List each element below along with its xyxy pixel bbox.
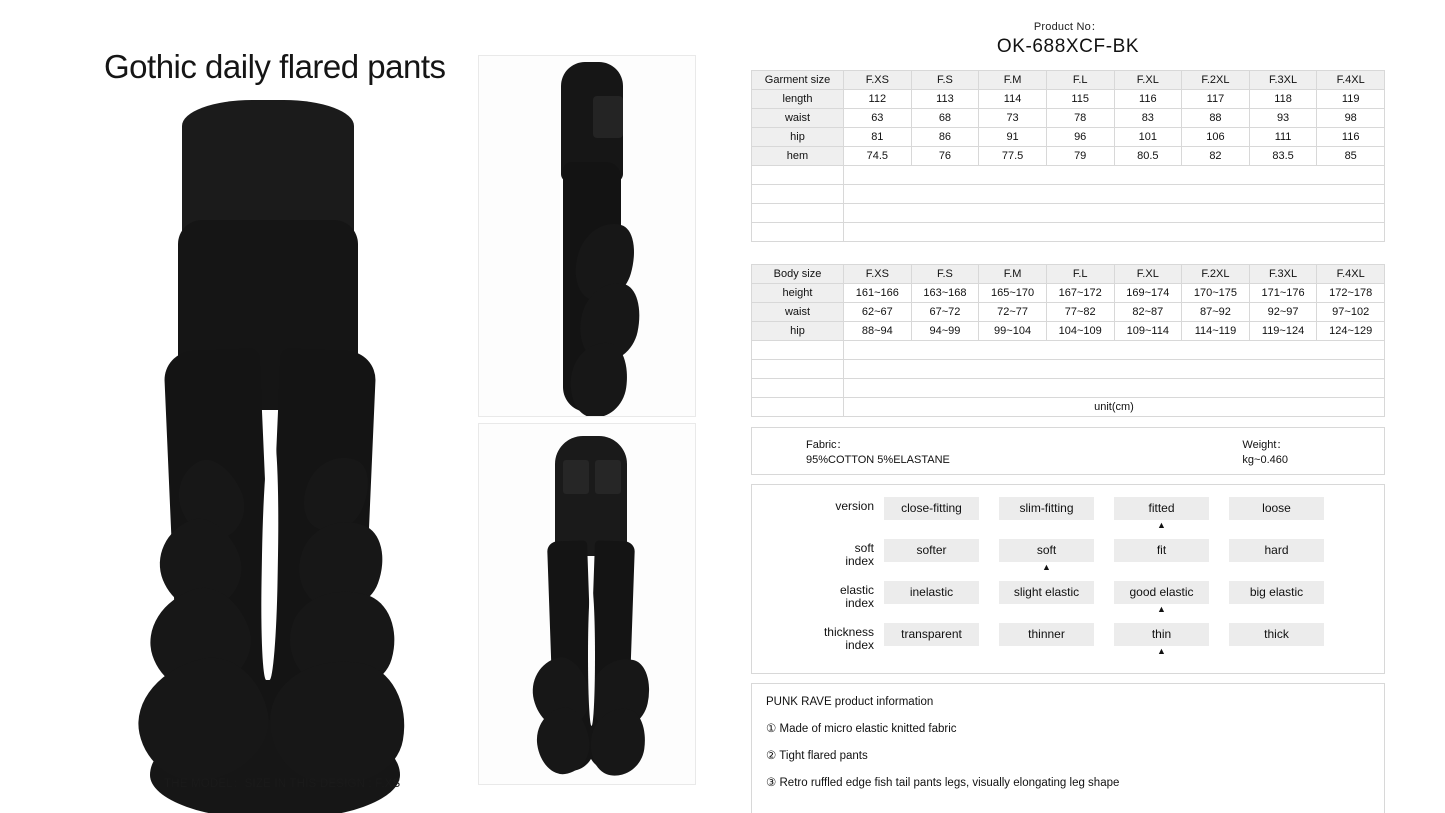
index-label-thickness-line1: thickness xyxy=(823,625,874,639)
index-row-elastic xyxy=(752,581,1384,615)
left-panel xyxy=(0,0,470,813)
index-label-thickness-line2: index xyxy=(845,638,874,652)
body-cell-0-0: 161~166 xyxy=(844,284,912,303)
index-label-version xyxy=(752,497,884,513)
garment-cell-0-5: 117 xyxy=(1182,90,1250,109)
index-options-thickness xyxy=(884,623,1324,657)
option-wrap-soft-2 xyxy=(1114,539,1209,573)
body-cell-2-4: 109~114 xyxy=(1114,322,1182,341)
option-elastic-1[interactable]: slight elastic xyxy=(999,581,1094,604)
product-information-item-2: ② Tight flared pants xyxy=(766,750,868,762)
option-wrap-version-3 xyxy=(1229,497,1324,531)
garment-size-header-6: F.2XL xyxy=(1182,71,1250,90)
side-view-photo xyxy=(478,55,696,417)
option-wrap-version-0 xyxy=(884,497,979,531)
body-cell-0-3: 167~172 xyxy=(1046,284,1114,303)
option-elastic-3[interactable]: big elastic xyxy=(1229,581,1324,604)
product-information-box xyxy=(751,683,1385,813)
garment-cell-0-6: 118 xyxy=(1249,90,1317,109)
option-elastic-0[interactable]: inelastic xyxy=(884,581,979,604)
garment-size-header-2: F.S xyxy=(911,71,979,90)
body-size-header-6: F.2XL xyxy=(1182,265,1250,284)
index-row-soft xyxy=(752,539,1384,573)
garment-size-table-header-row xyxy=(752,71,1385,90)
option-wrap-version-2 xyxy=(1114,497,1209,531)
table-row xyxy=(752,128,1385,147)
index-label-elastic-line1: elastic xyxy=(839,583,874,597)
body-size-header-5: F.XL xyxy=(1114,265,1182,284)
marker-thickness-2: ▲ xyxy=(1157,646,1166,656)
back-right-pocket-shape xyxy=(595,460,621,494)
garment-cell-1-5: 88 xyxy=(1182,109,1250,128)
garment-size-header-7: F.3XL xyxy=(1249,71,1317,90)
option-thickness-3[interactable]: thick xyxy=(1229,623,1324,646)
body-cell-2-7: 124~129 xyxy=(1317,322,1385,341)
body-size-header-0: Body size xyxy=(752,265,844,284)
product-number-label: Product No： xyxy=(1033,21,1103,33)
body-cell-2-0: 88~94 xyxy=(844,322,912,341)
garment-cell-1-6: 93 xyxy=(1249,109,1317,128)
garment-cell-0-4: 116 xyxy=(1114,90,1182,109)
garment-row-label-1: waist xyxy=(752,109,844,128)
index-label-version-line1: version xyxy=(835,499,874,513)
option-elastic-2[interactable]: good elastic xyxy=(1114,581,1209,604)
option-version-2[interactable]: fitted xyxy=(1114,497,1209,520)
back-left-pocket-shape xyxy=(563,460,589,494)
model-size-note: THE MODEL：SIZE IN THIS DESIGN : F.XS xyxy=(164,778,401,790)
garment-cell-3-4: 80.5 xyxy=(1114,147,1182,166)
product-number-value: OK-688XCF-BK xyxy=(996,36,1140,57)
table-row xyxy=(752,109,1385,128)
garment-cell-3-7: 85 xyxy=(1317,147,1385,166)
index-options-soft xyxy=(884,539,1324,573)
body-size-header-3: F.M xyxy=(979,265,1047,284)
option-soft-0[interactable]: softer xyxy=(884,539,979,562)
option-thickness-1[interactable]: thinner xyxy=(999,623,1094,646)
garment-size-header-8: F.4XL xyxy=(1317,71,1385,90)
body-row-label-0: height xyxy=(752,284,844,303)
index-label-soft-line2: index xyxy=(845,554,874,568)
body-cell-1-6: 92~97 xyxy=(1249,303,1317,322)
garment-cell-2-1: 86 xyxy=(911,128,979,147)
index-label-thickness xyxy=(752,623,884,652)
body-cell-0-2: 165~170 xyxy=(979,284,1047,303)
option-wrap-elastic-0 xyxy=(884,581,979,615)
side-pocket-shape xyxy=(593,96,623,138)
garment-cell-0-3: 115 xyxy=(1046,90,1114,109)
body-size-table-header-row xyxy=(752,265,1385,284)
product-information-title: PUNK RAVE product information xyxy=(766,696,934,708)
table-row-blank xyxy=(752,341,1385,360)
index-label-soft xyxy=(752,539,884,568)
unit-label: unit(cm) xyxy=(844,398,1385,417)
body-size-header-8: F.4XL xyxy=(1317,265,1385,284)
index-options-elastic xyxy=(884,581,1324,615)
garment-cell-0-0: 112 xyxy=(844,90,912,109)
table-row xyxy=(752,284,1385,303)
option-wrap-thickness-3 xyxy=(1229,623,1324,657)
fabric-value: 95%COTTON 5%ELASTANE xyxy=(806,454,950,466)
table-row-blank xyxy=(752,185,1385,204)
option-wrap-elastic-1 xyxy=(999,581,1094,615)
body-cell-1-1: 67~72 xyxy=(911,303,979,322)
option-thickness-2[interactable]: thin xyxy=(1114,623,1209,646)
body-cell-1-3: 77~82 xyxy=(1046,303,1114,322)
body-cell-0-4: 169~174 xyxy=(1114,284,1182,303)
option-wrap-soft-1 xyxy=(999,539,1094,573)
garment-cell-2-6: 111 xyxy=(1249,128,1317,147)
option-version-1[interactable]: slim-fitting xyxy=(999,497,1094,520)
body-cell-1-5: 87~92 xyxy=(1182,303,1250,322)
garment-cell-1-4: 83 xyxy=(1114,109,1182,128)
body-size-header-4: F.L xyxy=(1046,265,1114,284)
body-cell-2-5: 114~119 xyxy=(1182,322,1250,341)
right-spec-column xyxy=(751,18,1385,813)
body-size-header-7: F.3XL xyxy=(1249,265,1317,284)
side-view-figure xyxy=(541,62,651,412)
garment-cell-1-7: 98 xyxy=(1317,109,1385,128)
index-row-version xyxy=(752,497,1384,531)
main-product-photo xyxy=(120,100,420,750)
garment-row-label-2: hip xyxy=(752,128,844,147)
garment-cell-3-2: 77.5 xyxy=(979,147,1047,166)
body-size-header-1: F.XS xyxy=(844,265,912,284)
garment-size-header-0: Garment size xyxy=(752,71,844,90)
table-row-blank xyxy=(752,379,1385,398)
garment-row-label-0: length xyxy=(752,90,844,109)
option-wrap-thickness-1 xyxy=(999,623,1094,657)
option-wrap-soft-3 xyxy=(1229,539,1324,573)
fabric-label: Fabric： xyxy=(806,439,848,451)
index-label-elastic xyxy=(752,581,884,610)
garment-cell-3-1: 76 xyxy=(911,147,979,166)
table-row-blank xyxy=(752,204,1385,223)
garment-cell-2-0: 81 xyxy=(844,128,912,147)
table-row-blank xyxy=(752,166,1385,185)
option-version-3[interactable]: loose xyxy=(1229,497,1324,520)
garment-cell-0-1: 113 xyxy=(911,90,979,109)
body-cell-1-2: 72~77 xyxy=(979,303,1047,322)
body-cell-2-2: 99~104 xyxy=(979,322,1047,341)
option-wrap-thickness-2 xyxy=(1114,623,1209,657)
body-size-table xyxy=(751,264,1385,417)
product-information-item-3: ③ Retro ruffled edge fish tail pants legs, visually elongating leg shape xyxy=(766,777,1120,789)
marker-soft-1: ▲ xyxy=(1042,562,1051,572)
option-wrap-elastic-2 xyxy=(1114,581,1209,615)
fabric-info xyxy=(806,438,950,468)
body-cell-1-0: 62~67 xyxy=(844,303,912,322)
back-waist-shape xyxy=(555,436,627,556)
garment-cell-2-5: 106 xyxy=(1182,128,1250,147)
table-row xyxy=(752,90,1385,109)
body-cell-0-5: 170~175 xyxy=(1182,284,1250,303)
unit-row xyxy=(752,398,1385,417)
garment-size-header-5: F.XL xyxy=(1114,71,1182,90)
garment-cell-1-2: 73 xyxy=(979,109,1047,128)
index-label-elastic-line2: index xyxy=(845,596,874,610)
table-row xyxy=(752,322,1385,341)
index-label-soft-line1: soft xyxy=(854,541,874,555)
garment-cell-3-0: 74.5 xyxy=(844,147,912,166)
index-row-thickness xyxy=(752,623,1384,657)
product-information-item-1: ① Made of micro elastic knitted fabric xyxy=(766,723,957,735)
index-options-version xyxy=(884,497,1324,531)
option-wrap-version-1 xyxy=(999,497,1094,531)
garment-cell-2-2: 91 xyxy=(979,128,1047,147)
option-soft-3[interactable]: hard xyxy=(1229,539,1324,562)
option-soft-1[interactable]: soft xyxy=(999,539,1094,562)
index-ratings-box xyxy=(751,484,1385,674)
garment-cell-1-0: 63 xyxy=(844,109,912,128)
weight-label: Weight： xyxy=(1242,439,1288,451)
option-thickness-0[interactable]: transparent xyxy=(884,623,979,646)
fabric-weight-box xyxy=(751,427,1385,475)
option-wrap-soft-0 xyxy=(884,539,979,573)
garment-cell-3-5: 82 xyxy=(1182,147,1250,166)
garment-row-label-3: hem xyxy=(752,147,844,166)
body-cell-2-6: 119~124 xyxy=(1249,322,1317,341)
center-photo-column xyxy=(478,55,696,785)
body-cell-1-7: 97~102 xyxy=(1317,303,1385,322)
back-view-figure xyxy=(525,436,655,776)
back-view-photo xyxy=(478,423,696,785)
garment-size-table xyxy=(751,70,1385,242)
body-cell-0-6: 171~176 xyxy=(1249,284,1317,303)
body-cell-0-7: 172~178 xyxy=(1317,284,1385,303)
garment-cell-2-7: 116 xyxy=(1317,128,1385,147)
page-title: Gothic daily flared pants xyxy=(104,48,446,85)
garment-cell-0-2: 114 xyxy=(979,90,1047,109)
weight-value: kg~0.460 xyxy=(1242,454,1288,466)
garment-size-header-3: F.M xyxy=(979,71,1047,90)
garment-cell-1-1: 68 xyxy=(911,109,979,128)
garment-cell-1-3: 78 xyxy=(1046,109,1114,128)
garment-size-header-4: F.L xyxy=(1046,71,1114,90)
option-version-0[interactable]: close-fitting xyxy=(884,497,979,520)
garment-size-header-1: F.XS xyxy=(844,71,912,90)
garment-cell-3-6: 83.5 xyxy=(1249,147,1317,166)
garment-cell-0-7: 119 xyxy=(1317,90,1385,109)
option-wrap-thickness-0 xyxy=(884,623,979,657)
marker-version-2: ▲ xyxy=(1157,520,1166,530)
garment-cell-2-4: 101 xyxy=(1114,128,1182,147)
back-leg-gap xyxy=(588,586,595,726)
table-row xyxy=(752,147,1385,166)
garment-cell-2-3: 96 xyxy=(1046,128,1114,147)
marker-elastic-2: ▲ xyxy=(1157,604,1166,614)
option-wrap-elastic-3 xyxy=(1229,581,1324,615)
garment-cell-3-3: 79 xyxy=(1046,147,1114,166)
body-row-label-2: hip xyxy=(752,322,844,341)
body-cell-2-1: 94~99 xyxy=(911,322,979,341)
body-cell-2-3: 104~109 xyxy=(1046,322,1114,341)
body-row-label-1: waist xyxy=(752,303,844,322)
table-row-blank xyxy=(752,223,1385,242)
table-row xyxy=(752,303,1385,322)
weight-info xyxy=(1242,438,1288,468)
option-soft-2[interactable]: fit xyxy=(1114,539,1209,562)
body-cell-0-1: 163~168 xyxy=(911,284,979,303)
body-size-header-2: F.S xyxy=(911,265,979,284)
body-cell-1-4: 82~87 xyxy=(1114,303,1182,322)
table-row-blank xyxy=(752,360,1385,379)
